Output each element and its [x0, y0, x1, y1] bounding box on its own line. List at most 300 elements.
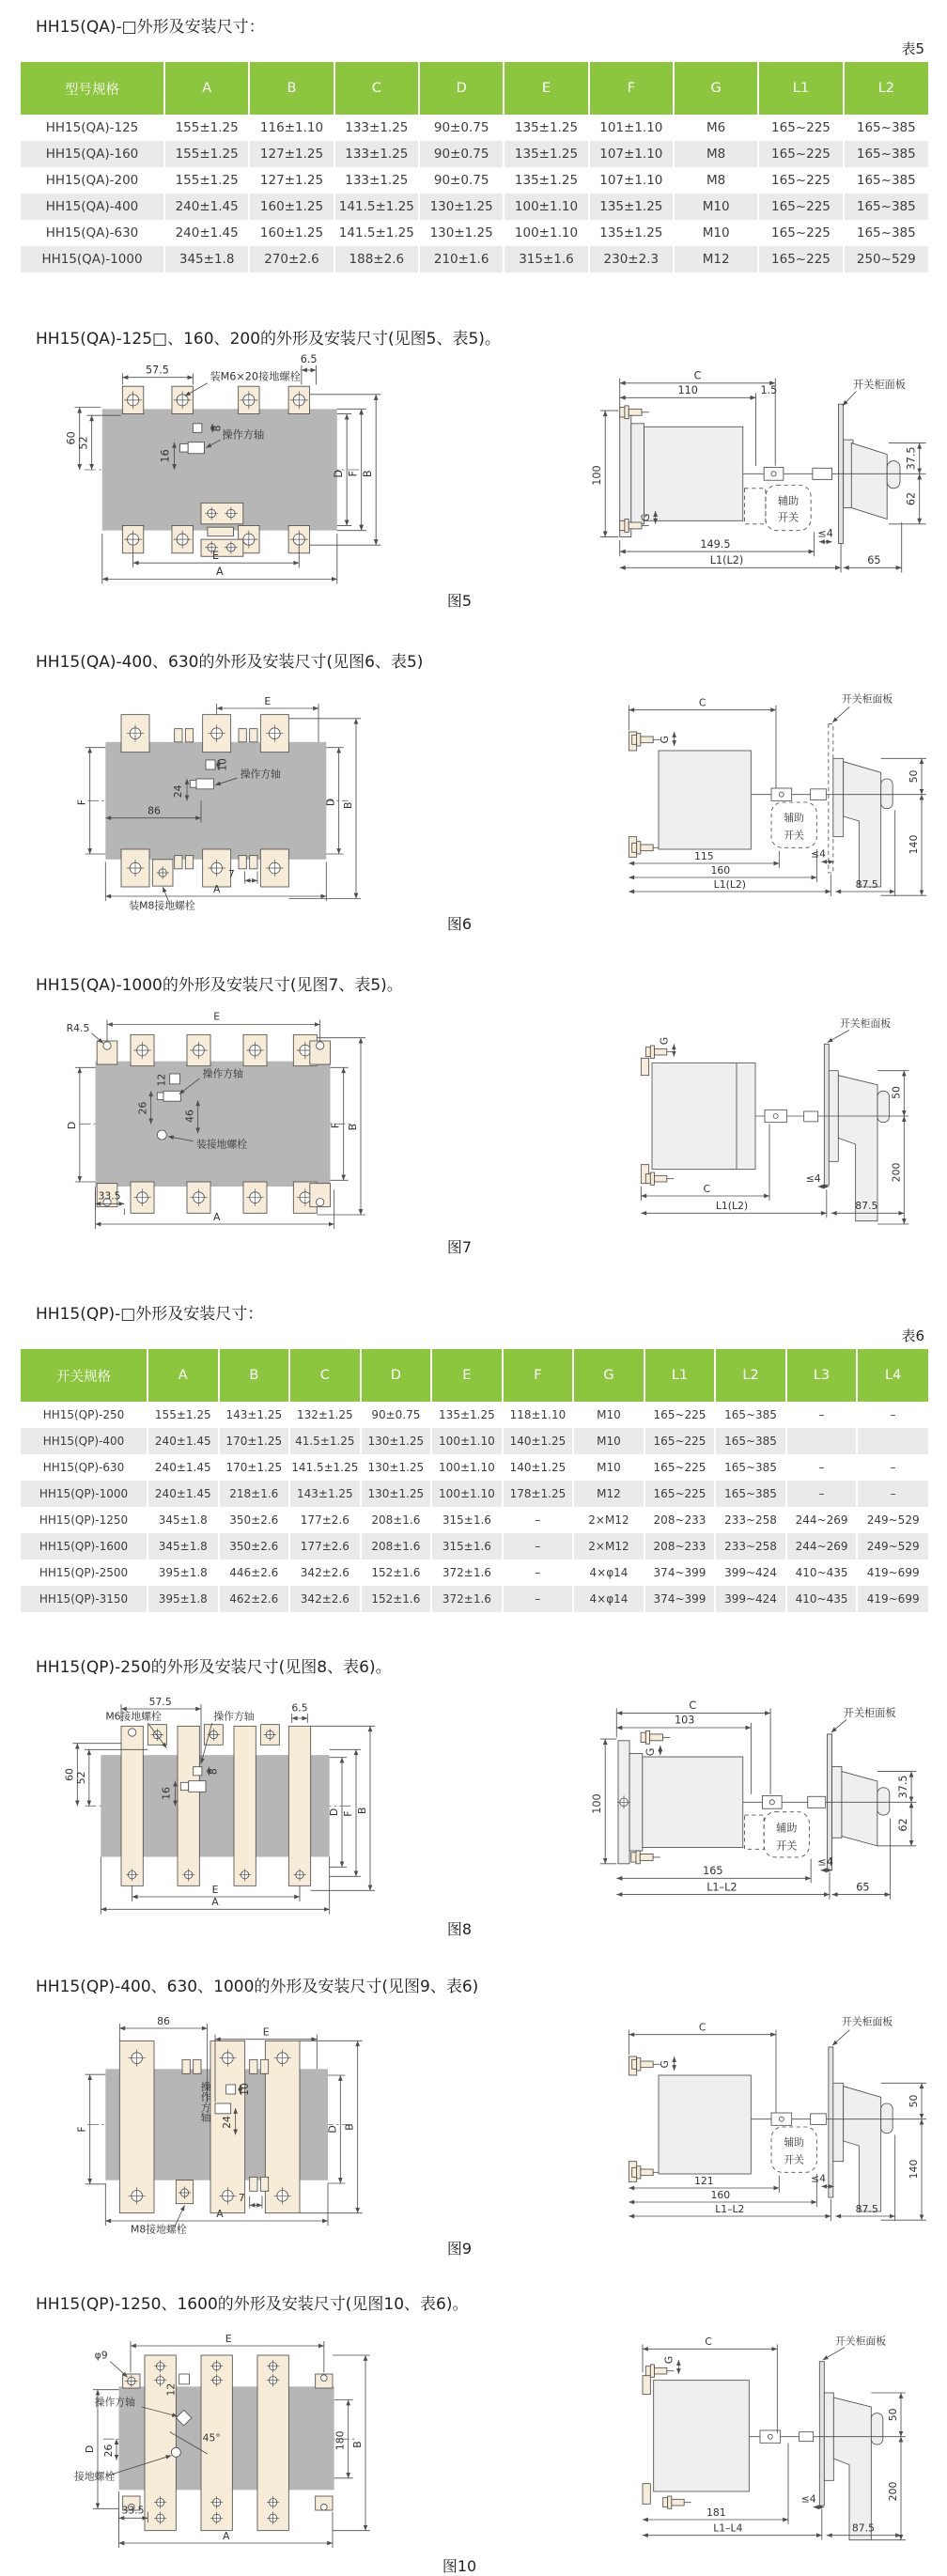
dim-label: 50	[890, 1086, 903, 1099]
table-row	[21, 220, 928, 246]
dim-label: 149.5	[700, 537, 731, 551]
table-row	[21, 1481, 928, 1507]
value-cell: 141.5±1.25	[289, 1454, 361, 1481]
fig7-front-view-drawing	[13, 999, 412, 1234]
value-cell: 118±1.10	[503, 1402, 574, 1428]
value-cell: 155±1.25	[164, 115, 249, 141]
model-cell: HH15(QA)-1000	[41, 252, 143, 267]
value-cell: 350±2.6	[219, 1533, 290, 1560]
value-cell: 374~399	[644, 1560, 716, 1586]
value-cell: M10	[573, 1402, 644, 1428]
dim-label: 57.5	[145, 364, 169, 377]
value-cell: 133±1.25	[334, 167, 419, 194]
dim-label: 8	[207, 1768, 220, 1776]
dim-label: 62	[896, 1818, 909, 1832]
value-cell: 240±1.45	[147, 1454, 219, 1481]
dim-label: 160	[710, 863, 731, 877]
dim-label: 37.5	[896, 1775, 909, 1799]
value-cell: 116±1.10	[249, 115, 334, 141]
dim-label: 140	[908, 2159, 920, 2180]
column-header: L1	[644, 1349, 716, 1402]
handle	[844, 762, 881, 887]
dim-label: 86	[157, 2014, 170, 2027]
dim-label: 8	[210, 425, 224, 432]
value-cell: 90±0.75	[419, 115, 504, 141]
shaft-note: 操作方轴	[240, 768, 281, 781]
dim-label: 140	[908, 834, 920, 855]
table-row	[21, 1586, 928, 1612]
value-cell: M10	[674, 220, 758, 246]
fig5-front-view-drawing	[13, 352, 427, 587]
section-heading-fig10: HH15(QP)-1250、1600的外形及安装尺寸(见图10、表6)。	[36, 2295, 469, 2314]
dim-label: 24	[220, 2116, 233, 2129]
dim-label: 12	[164, 2382, 178, 2397]
value-cell: 374~399	[644, 1586, 716, 1612]
model-cell: HH15(QA)-160	[45, 147, 139, 162]
dim-label: G	[639, 513, 652, 522]
dim-label: L1–L2	[715, 2202, 745, 2215]
fig10-caption: 图10	[442, 2557, 477, 2575]
value-cell: 410~435	[786, 1560, 858, 1586]
section-heading-fig5: HH15(QA)-125□、160、200的外形及安装尺寸(见图5、表5)。	[36, 330, 501, 349]
dim-label: B	[351, 2441, 364, 2448]
value-cell: 165~225	[758, 194, 843, 220]
value-cell: 165~225	[644, 1454, 716, 1481]
value-cell: 249~529	[857, 1507, 928, 1533]
column-header: L2	[715, 1349, 786, 1402]
table-row	[21, 141, 928, 167]
dim-label: 16	[160, 1787, 173, 1800]
value-cell: 135±1.25	[431, 1402, 503, 1428]
dim-label: B	[362, 470, 375, 478]
dim-label: 200	[887, 2481, 900, 2502]
value-cell: 177±2.6	[289, 1533, 361, 1560]
dim-label: A	[215, 566, 224, 579]
value-cell: 240±1.45	[147, 1481, 219, 1507]
value-cell: 210±1.6	[419, 246, 504, 272]
value-cell: 141.5±1.25	[334, 220, 419, 246]
value-cell: 165~225	[758, 115, 843, 141]
dim-label: 87.5	[855, 877, 878, 891]
value-cell: 165~385	[844, 220, 928, 246]
value-cell: 165~385	[844, 194, 928, 220]
angle-label: 45°	[202, 2431, 221, 2444]
value-cell: 90±0.75	[419, 141, 504, 167]
value-cell: 372±1.6	[431, 1560, 503, 1586]
column-header: 开关规格	[21, 1349, 147, 1402]
panel-plate	[829, 724, 833, 873]
shaft-note: 操作方轴	[202, 1067, 243, 1080]
value-cell: 230±2.3	[589, 246, 674, 272]
section-heading-fig8: HH15(QP)-250的外形及安装尺寸(见图8、表6)。	[36, 1658, 392, 1677]
shaft-note: 操作方轴	[94, 2396, 135, 2409]
model-cell: HH15(QA)-400	[45, 199, 139, 214]
model-cell: HH15(QA)-125	[45, 120, 139, 135]
table-row	[21, 246, 928, 272]
dim-label: D	[328, 1808, 340, 1817]
dim-label: E	[264, 694, 272, 707]
dim-label: ≤4	[801, 2492, 816, 2506]
value-cell: 140±1.25	[503, 1428, 574, 1454]
value-cell: 342±2.6	[289, 1560, 361, 1586]
header-row	[21, 1349, 928, 1402]
dim-label: C	[689, 1699, 697, 1713]
value-cell: 244~269	[786, 1533, 858, 1560]
fig5-caption: 图5	[446, 592, 473, 610]
fig9-caption: 图9	[446, 2240, 473, 2258]
ground-bolt-note: M8接地螺栓	[130, 2223, 187, 2235]
column-header: F	[503, 1349, 574, 1402]
dim-label: ≤4	[817, 527, 834, 540]
dim-label: E	[211, 549, 220, 562]
value-cell: 240±1.45	[147, 1428, 219, 1454]
dim-label: 160	[710, 2188, 731, 2201]
qa-spec-table	[21, 62, 928, 272]
model-cell: HH15(QA)-200	[45, 173, 139, 188]
shaft-note: 操作方轴	[222, 428, 265, 442]
model-cell: HH15(QP)-1600	[39, 1540, 129, 1553]
value-cell: 165~225	[758, 141, 843, 167]
value-cell: 135±1.25	[504, 141, 588, 167]
dim-label: B	[341, 801, 354, 810]
dim-label: G	[663, 2355, 676, 2365]
column-header: L4	[857, 1349, 928, 1402]
value-cell: 250~529	[844, 246, 928, 272]
table-row	[21, 1402, 928, 1428]
model-cell: HH15(QP)-1250	[39, 1513, 129, 1527]
dim-label: 12	[155, 1073, 168, 1087]
value-cell: 165~385	[844, 167, 928, 194]
value-cell: M8	[674, 167, 758, 194]
fig6-caption: 图6	[446, 915, 473, 933]
dim-label: 87.5	[852, 2522, 876, 2535]
value-cell: –	[857, 1454, 928, 1481]
dim-label: 180	[334, 2430, 347, 2451]
dim-label: A	[216, 2207, 224, 2220]
value-cell: 165~385	[844, 141, 928, 167]
dim-label: L1–L4	[713, 2522, 743, 2535]
dim-label: ≤4	[806, 1172, 821, 1185]
qp-spec-table	[21, 1349, 928, 1612]
dim-label: 52	[77, 436, 90, 450]
value-cell: 395±1.8	[147, 1560, 219, 1586]
dim-label: 100	[591, 465, 604, 486]
value-cell: 165~225	[644, 1428, 716, 1454]
dim-label: E	[262, 2025, 270, 2039]
aux-label: 开关	[777, 511, 800, 524]
dim-label: F	[75, 2126, 88, 2133]
value-cell: 165~225	[644, 1481, 716, 1507]
column-header: A	[164, 62, 249, 115]
value-cell: 372±1.6	[431, 1586, 503, 1612]
table-row	[21, 115, 928, 141]
value-cell: 345±1.8	[147, 1507, 219, 1533]
value-cell: –	[503, 1507, 574, 1533]
value-cell: M10	[573, 1428, 644, 1454]
figure6	[0, 672, 947, 910]
dim-label: B	[343, 2123, 356, 2131]
value-cell: 218±1.6	[219, 1481, 290, 1507]
dim-label: 200	[890, 1162, 903, 1183]
dim-label: 24	[172, 784, 185, 799]
figure5	[0, 349, 947, 587]
value-cell: 160±1.25	[249, 194, 334, 220]
section-heading-fig7: HH15(QA)-1000的外形及安装尺寸(见图7、表5)。	[36, 976, 403, 995]
model-cell: HH15(QP)-3150	[39, 1592, 129, 1606]
dim-label: B	[347, 1123, 359, 1131]
column-header: D	[419, 62, 504, 115]
dim-label: D	[324, 798, 337, 807]
dim-label: 121	[693, 2174, 714, 2187]
value-cell: 100±1.10	[504, 194, 588, 220]
value-cell: 152±1.6	[361, 1560, 432, 1586]
fig7-side-view-drawing	[591, 999, 936, 1234]
model-cell: HH15(QP)-1000	[39, 1487, 129, 1500]
value-cell: 208±1.6	[361, 1533, 432, 1560]
fig9-side-view-drawing	[583, 2000, 936, 2235]
value-cell: 130±1.25	[419, 194, 504, 220]
table-row	[21, 167, 928, 194]
value-cell: 135±1.25	[589, 194, 674, 220]
value-cell: 140±1.25	[503, 1454, 574, 1481]
value-cell: M12	[573, 1481, 644, 1507]
column-header: C	[334, 62, 419, 115]
dim-label: 33.5	[121, 2504, 145, 2517]
dim-label: C	[698, 2021, 706, 2034]
value-cell: 2×M12	[573, 1533, 644, 1560]
value-cell: 395±1.8	[147, 1586, 219, 1612]
dim-label: D	[332, 469, 345, 478]
dim-label: 37.5	[905, 446, 918, 471]
table-row	[21, 1507, 928, 1533]
dim-label: 7	[227, 867, 235, 880]
dim-label: 65	[867, 553, 881, 566]
value-cell: 270±2.6	[249, 246, 334, 272]
value-cell: 240±1.45	[164, 220, 249, 246]
value-cell: 419~699	[857, 1586, 928, 1612]
value-cell	[786, 1428, 858, 1454]
dim-label: E	[211, 1883, 219, 1896]
dim-label: 100	[591, 1793, 604, 1814]
value-cell: M6	[674, 115, 758, 141]
dim-label: D	[326, 2125, 339, 2134]
dim-label: F	[329, 1122, 342, 1129]
dim-label: ≤4	[817, 1855, 834, 1869]
value-cell: –	[857, 1402, 928, 1428]
dim-label: 6.5	[300, 353, 318, 366]
value-cell: 165~385	[844, 115, 928, 141]
value-cell: 155±1.25	[147, 1402, 219, 1428]
value-cell: 350±2.6	[219, 1507, 290, 1533]
dim-label: L1–L2	[706, 1881, 737, 1894]
value-cell: 143±1.25	[289, 1481, 361, 1507]
qp-section-title: HH15(QP)-□外形及安装尺寸：	[36, 1305, 264, 1324]
value-cell: 165~225	[758, 246, 843, 272]
value-cell: 446±2.6	[219, 1560, 290, 1586]
panel-note: 开关柜面板	[842, 692, 893, 706]
dim-label: C	[705, 2335, 713, 2349]
dim-label: C	[703, 1182, 711, 1195]
dim-label: ≤4	[811, 2172, 826, 2185]
ground-bolt-note: 装M6×20接地螺栓	[210, 370, 301, 383]
value-cell: M10	[674, 194, 758, 220]
panel-plate	[829, 2047, 833, 2197]
fig9-front-view-drawing	[13, 2000, 405, 2235]
value-cell: 143±1.25	[219, 1402, 290, 1428]
dim-label: 10	[238, 2083, 251, 2096]
value-cell: 410~435	[786, 1586, 858, 1612]
value-cell: 165~225	[758, 220, 843, 246]
value-cell: 208~233	[644, 1533, 716, 1560]
value-cell: 188±2.6	[334, 246, 419, 272]
model-cell: HH15(QP)-400	[42, 1435, 125, 1448]
dim-label: L1(L2)	[716, 1200, 749, 1213]
column-header: L2	[844, 62, 928, 115]
dim-label: L1(L2)	[713, 877, 746, 891]
figure8	[0, 1677, 947, 1916]
value-cell: –	[503, 1560, 574, 1586]
fig10-side-view-drawing	[591, 2318, 936, 2553]
dim-label: C	[693, 369, 702, 382]
table-row	[21, 194, 928, 220]
dim-label: 57.5	[148, 1695, 172, 1708]
value-cell: 100±1.10	[431, 1454, 503, 1481]
fig6-front-view-drawing	[13, 675, 405, 910]
column-header: B	[249, 62, 334, 115]
column-header: E	[504, 62, 588, 115]
aux-label: 开关	[776, 1839, 798, 1853]
dim-label: 10	[216, 758, 229, 771]
value-cell: 165~385	[715, 1402, 786, 1428]
ground-bolt-note: 装接地螺栓	[196, 1138, 248, 1151]
model-cell: HH15(QP)-630	[42, 1461, 125, 1474]
value-cell: 342±2.6	[289, 1586, 361, 1612]
dim-label: 6.5	[291, 1701, 308, 1715]
fig8-side-view-drawing	[571, 1681, 936, 1916]
value-cell: –	[786, 1402, 858, 1428]
value-cell: 315±1.6	[431, 1507, 503, 1533]
fig7-caption: 图7	[446, 1238, 473, 1256]
value-cell: M12	[674, 246, 758, 272]
value-cell: 107±1.10	[589, 141, 674, 167]
panel-plate	[820, 2362, 825, 2506]
value-cell: 41.5±1.25	[289, 1428, 361, 1454]
value-cell: 170±1.25	[219, 1428, 290, 1454]
panel-note: 开关柜面板	[835, 2335, 887, 2348]
column-header: B	[219, 1349, 290, 1402]
handle	[842, 1772, 877, 1846]
value-cell: 101±1.10	[589, 115, 674, 141]
value-cell: 419~699	[857, 1560, 928, 1586]
value-cell: 160±1.25	[249, 220, 334, 246]
value-cell: 90±0.75	[361, 1402, 432, 1428]
dim-label: ≤4	[811, 847, 826, 861]
dim-label: F	[342, 1810, 354, 1817]
value-cell: 130±1.25	[361, 1481, 432, 1507]
table6-tag: 表6	[901, 1327, 924, 1344]
dim-label: 103	[675, 1714, 695, 1727]
dim-label: 33.5	[98, 1189, 121, 1203]
value-cell: 133±1.25	[334, 115, 419, 141]
table-row	[21, 1533, 928, 1560]
model-cell: HH15(QP)-2500	[39, 1566, 129, 1579]
aux-switch-box	[766, 485, 811, 530]
value-cell: 130±1.25	[419, 220, 504, 246]
aux-label: 辅助	[777, 495, 800, 508]
value-cell: 345±1.8	[147, 1533, 219, 1560]
table-row	[21, 1428, 928, 1454]
figure9	[0, 1996, 947, 2235]
panel-plate	[825, 1044, 830, 1185]
dim-label: D	[84, 2444, 96, 2454]
dim-label: F	[347, 471, 360, 477]
column-header: 型号规格	[21, 62, 164, 115]
value-cell: 178±1.25	[503, 1481, 574, 1507]
value-cell: 2×M12	[573, 1507, 644, 1533]
value-cell: –	[503, 1533, 574, 1560]
panel-note: 开关柜面板	[843, 1706, 896, 1719]
dim-label: 65	[856, 1881, 870, 1894]
dim-label: 165	[703, 1865, 723, 1878]
value-cell: –	[786, 1481, 858, 1507]
qa-section-title: HH15(QA)-□外形及安装尺寸：	[36, 18, 265, 37]
fig10-front-view-drawing	[13, 2318, 412, 2553]
ground-bolt-note: M6接地螺栓	[105, 1710, 162, 1723]
panel-note: 开关柜面板	[853, 378, 907, 391]
dim-label: 46	[183, 1110, 196, 1123]
header-row	[21, 62, 928, 115]
dim-label: 87.5	[855, 2202, 878, 2215]
table-row	[21, 1560, 928, 1586]
dim-label: E	[225, 2332, 232, 2345]
dim-label: 1.5	[760, 383, 778, 396]
value-cell: 130±1.25	[361, 1428, 432, 1454]
dim-label: G	[659, 736, 671, 744]
value-cell: –	[786, 1454, 858, 1481]
dim-label: L1(L2)	[709, 553, 744, 566]
value-cell: 155±1.25	[164, 141, 249, 167]
model-cell: HH15(QA)-630	[45, 225, 139, 241]
value-cell: 233~258	[715, 1507, 786, 1533]
section-heading-fig9: HH15(QP)-400、630、1000的外形及安装尺寸(见图9、表6)	[36, 1978, 479, 1996]
value-cell: 127±1.25	[249, 167, 334, 194]
value-cell: 165~385	[715, 1428, 786, 1454]
value-cell: 208±1.6	[361, 1507, 432, 1533]
value-cell: 141.5±1.25	[334, 194, 419, 220]
dim-label: A	[222, 2529, 230, 2542]
value-cell: M8	[674, 141, 758, 167]
aux-label: 开关	[784, 2153, 804, 2166]
value-cell: 249~529	[857, 1533, 928, 1560]
ground-bolt-note: 装M8接地螺栓	[129, 899, 195, 910]
value-cell: 170±1.25	[219, 1454, 290, 1481]
dim-label: A	[212, 1210, 221, 1223]
column-header: G	[674, 62, 758, 115]
fig5-side-view-drawing	[571, 352, 936, 587]
handle	[834, 2398, 872, 2540]
shaft-note: 操作方轴	[213, 1710, 255, 1723]
dim-label: G	[644, 1747, 658, 1757]
dim-label: F	[75, 799, 88, 806]
dim-label: 115	[693, 849, 714, 862]
dim-label: D	[65, 1121, 78, 1130]
aux-label: 辅助	[784, 2136, 804, 2149]
shaft-note: 操作方轴	[199, 2081, 212, 2122]
handle	[851, 443, 887, 520]
value-cell: 135±1.25	[504, 115, 588, 141]
value-cell: 127±1.25	[249, 141, 334, 167]
section-heading-fig6: HH15(QA)-400、630的外形及安装尺寸(见图6、表5)	[36, 653, 424, 672]
